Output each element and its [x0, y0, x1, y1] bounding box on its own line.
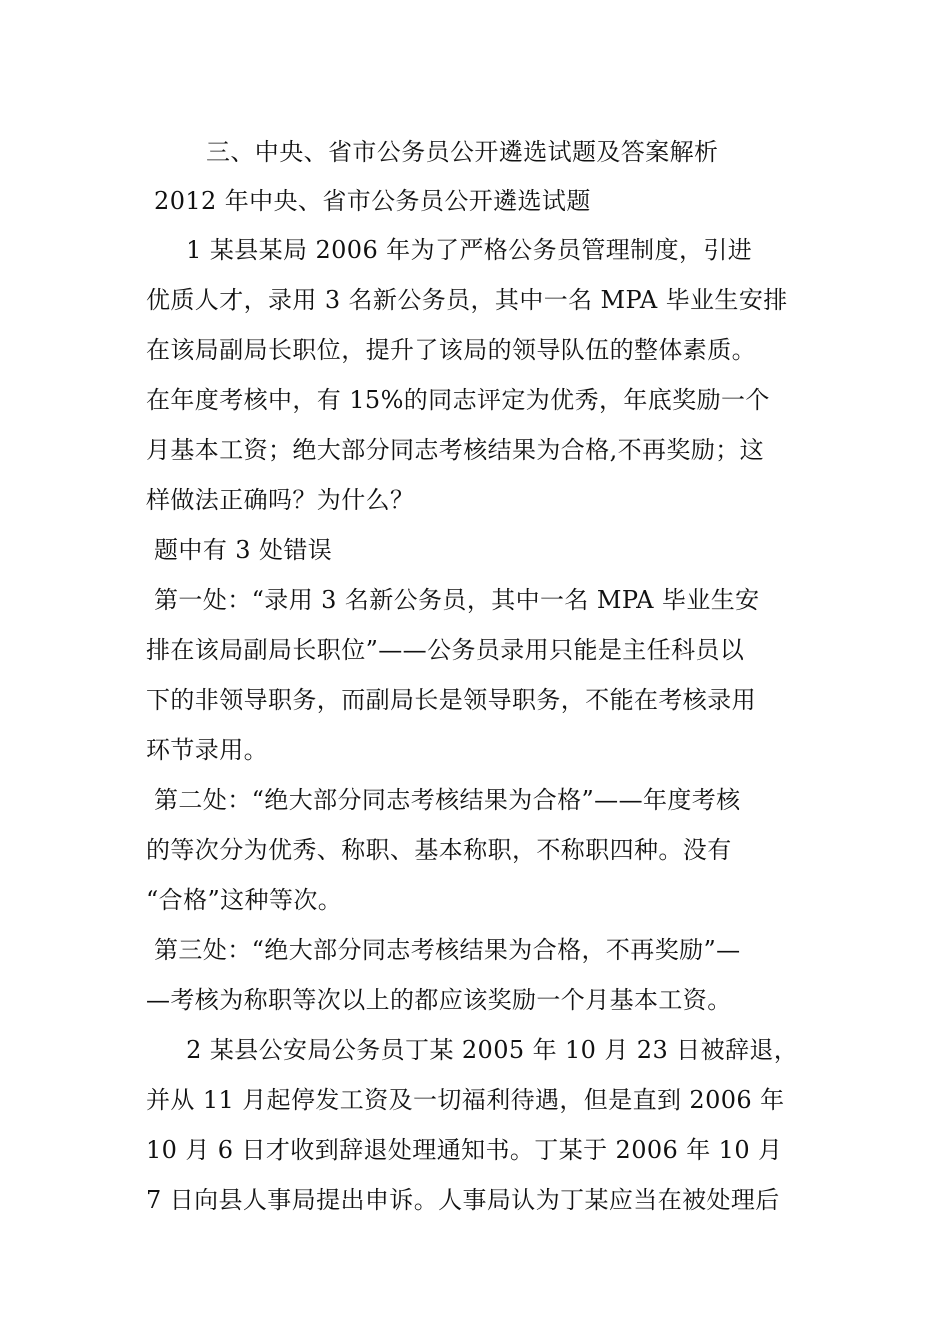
answer-1-line: 第二处：“绝大部分同志考核结果为合格”——年度考核	[146, 786, 741, 814]
answer-1-line: 第一处：“录用 3 名新公务员，其中一名 MPA 毕业生安	[146, 586, 760, 614]
document-subtitle: 2012 年中央、省市公务员公开遴选试题	[146, 187, 591, 215]
answer-1-line: —考核为称职等次以上的都应该奖励一个月基本工资。	[146, 986, 732, 1014]
question-1-line: 在该局副局长职位，提升了该局的领导队伍的整体素质。	[146, 336, 756, 364]
question-2-line: 2 某县公安局公务员丁某 2005 年 10 月 23 日被辞退，	[146, 1036, 799, 1064]
answer-1-line: 排在该局副局长职位”——公务员录用只能是主任科员以	[146, 636, 745, 664]
question-2-line: 7 日向县人事局提出申诉。人事局认为丁某应当在被处理后	[146, 1186, 780, 1214]
document-title: 三、中央、省市公务员公开遴选试题及答案解析	[206, 138, 719, 166]
question-1-line: 月基本工资；绝大部分同志考核结果为合格,不再奖励；这	[146, 436, 765, 464]
answer-1-line: 环节录用。	[146, 736, 268, 764]
answer-1-line: “合格”这种等次。	[146, 886, 343, 914]
answer-1-line: 第三处：“绝大部分同志考核结果为合格，不再奖励”—	[146, 936, 741, 964]
question-2-line: 并从 11 月起停发工资及一切福利待遇，但是直到 2006 年	[146, 1086, 785, 1114]
answer-1-line: 题中有 3 处错误	[146, 536, 333, 564]
question-2-line: 10 月 6 日才收到辞退处理通知书。丁某于 2006 年 10 月	[146, 1136, 783, 1164]
answer-1-line: 下的非领导职务，而副局长是领导职务，不能在考核录用	[146, 686, 756, 714]
question-1-line: 优质人才，录用 3 名新公务员，其中一名 MPA 毕业生安排	[146, 286, 788, 314]
answer-1-line: 的等次分为优秀、称职、基本称职，不称职四种。没有	[146, 836, 732, 864]
question-1-line: 1 某县某局 2006 年为了严格公务员管理制度，引进	[146, 236, 753, 264]
question-1-line: 在年度考核中，有 15%的同志评定为优秀，年底奖励一个	[146, 386, 770, 414]
question-1-line: 样做法正确吗？为什么？	[146, 486, 415, 514]
